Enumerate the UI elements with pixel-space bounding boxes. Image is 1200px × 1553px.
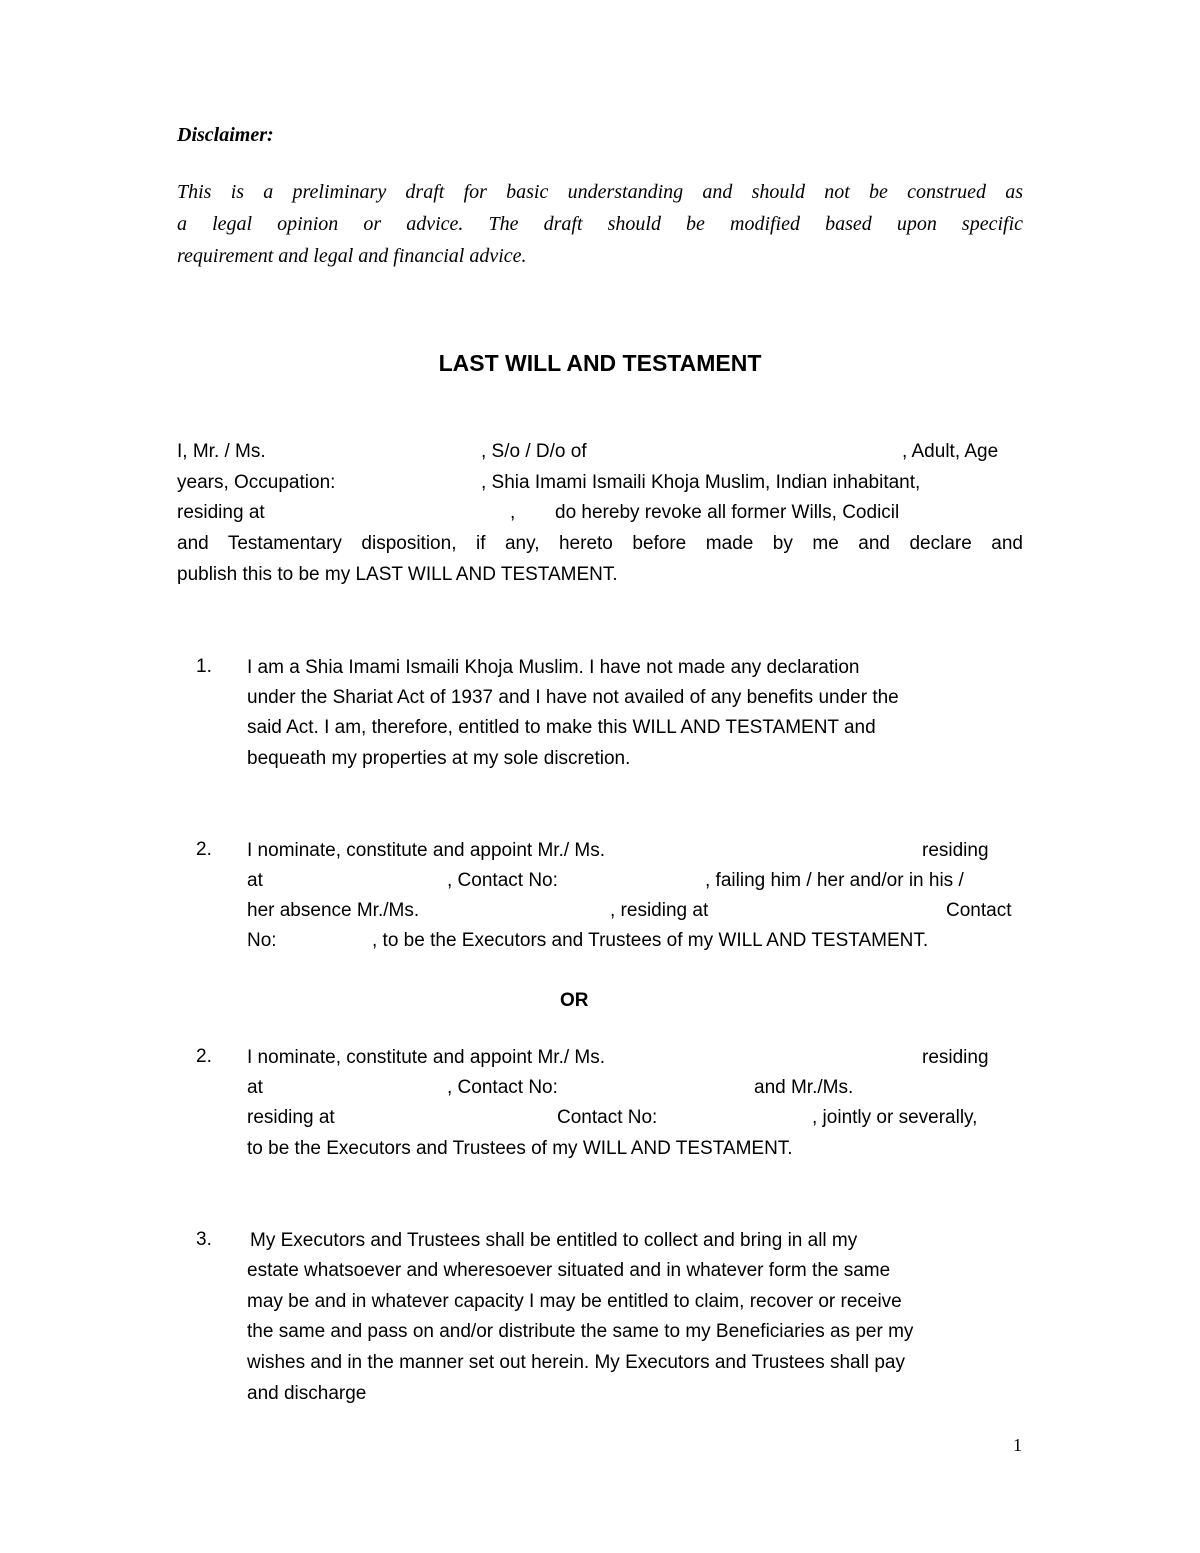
disclaimer-heading: Disclaimer: [177, 124, 274, 146]
clause-text: residing at [247, 1107, 335, 1128]
intro-text: , [510, 502, 516, 523]
clause-text: bequeath my properties at my sole discretion. [247, 748, 631, 769]
clause-text: , Contact No: [447, 870, 558, 891]
clause-text: I nominate, constitute and appoint Mr./ Ms. [247, 840, 606, 861]
clause-text: estate whatsoever and wheresoever situated and in whatever form the same [247, 1260, 891, 1281]
disclaimer-line: a legal opinion or advice. The draft should be modified based upon specific [177, 213, 1023, 235]
clause-number: 3. [196, 1229, 212, 1250]
intro-text: years, Occupation: [177, 472, 336, 493]
intro-text: and Testamentary disposition, if any, hereto before made by me and declare and [177, 533, 1023, 554]
clause-text: No: [247, 930, 277, 951]
clause-text: residing [922, 840, 989, 861]
clause-text: , Contact No: [447, 1077, 558, 1098]
clause-text: and Mr./Ms. [754, 1077, 854, 1098]
clause-text: said Act. I am, therefore, entitled to make this WILL AND TESTAMENT and [247, 717, 876, 738]
intro-text: do hereby revoke all former Wills, Codicil [555, 502, 900, 523]
clause-text: to be the Executors and Trustees of my WILL AND TESTAMENT. [247, 1138, 793, 1159]
disclaimer-line: This is a preliminary draft for basic understanding and should not be construed as [177, 181, 1023, 203]
intro-text: , S/o / D/o of [481, 441, 587, 462]
clause-text: I am a Shia Imami Ismaili Khoja Muslim. I have not made any declaration [247, 657, 860, 678]
intro-text: I, Mr. / Ms. [177, 441, 266, 462]
document-title: LAST WILL AND TESTAMENT [438, 350, 762, 376]
clause-number: 2. [196, 839, 212, 860]
clause-text: may be and in whatever capacity I may be entitled to claim, recover or receive [247, 1291, 902, 1312]
clause-text: Contact [946, 900, 1012, 921]
page-number: 1 [1013, 1435, 1022, 1455]
intro-text: publish this to be my LAST WILL AND TESTAMENT. [177, 564, 618, 585]
intro-text: residing at [177, 502, 265, 523]
clause-text: , jointly or severally, [812, 1107, 978, 1128]
clause-text: I nominate, constitute and appoint Mr./ Ms. [247, 1047, 606, 1068]
clause-text: My Executors and Trustees shall be entitled to collect and bring in all my [250, 1230, 858, 1251]
clause-text: at [247, 870, 263, 891]
clause-text: , failing him / her and/or in his / [705, 870, 964, 891]
disclaimer-line: requirement and legal and financial advice. [177, 245, 527, 267]
clause-text: , to be the Executors and Trustees of my WILL AND TESTAMENT. [372, 930, 929, 951]
clause-text: at [247, 1077, 263, 1098]
or-separator: OR [560, 990, 589, 1011]
clause-text: wishes and in the manner set out herein. My Executors and Trustees shall pay [247, 1352, 905, 1373]
clause-text: the same and pass on and/or distribute the same to my Beneficiaries as per my [247, 1321, 914, 1342]
clause-text: under the Shariat Act of 1937 and I have not availed of any benefits under the [247, 687, 899, 708]
clause-text: her absence Mr./Ms. [247, 900, 420, 921]
clause-text: residing [922, 1047, 989, 1068]
clause-number: 1. [196, 656, 212, 677]
intro-text: , Adult, Age [902, 441, 999, 462]
clause-text: Contact No: [557, 1107, 658, 1128]
clause-text: and discharge [247, 1383, 367, 1404]
clause-number: 2. [196, 1046, 212, 1067]
clause-text: , residing at [610, 900, 709, 921]
intro-text: , Shia Imami Ismaili Khoja Muslim, Indian inhabitant, [481, 472, 921, 493]
